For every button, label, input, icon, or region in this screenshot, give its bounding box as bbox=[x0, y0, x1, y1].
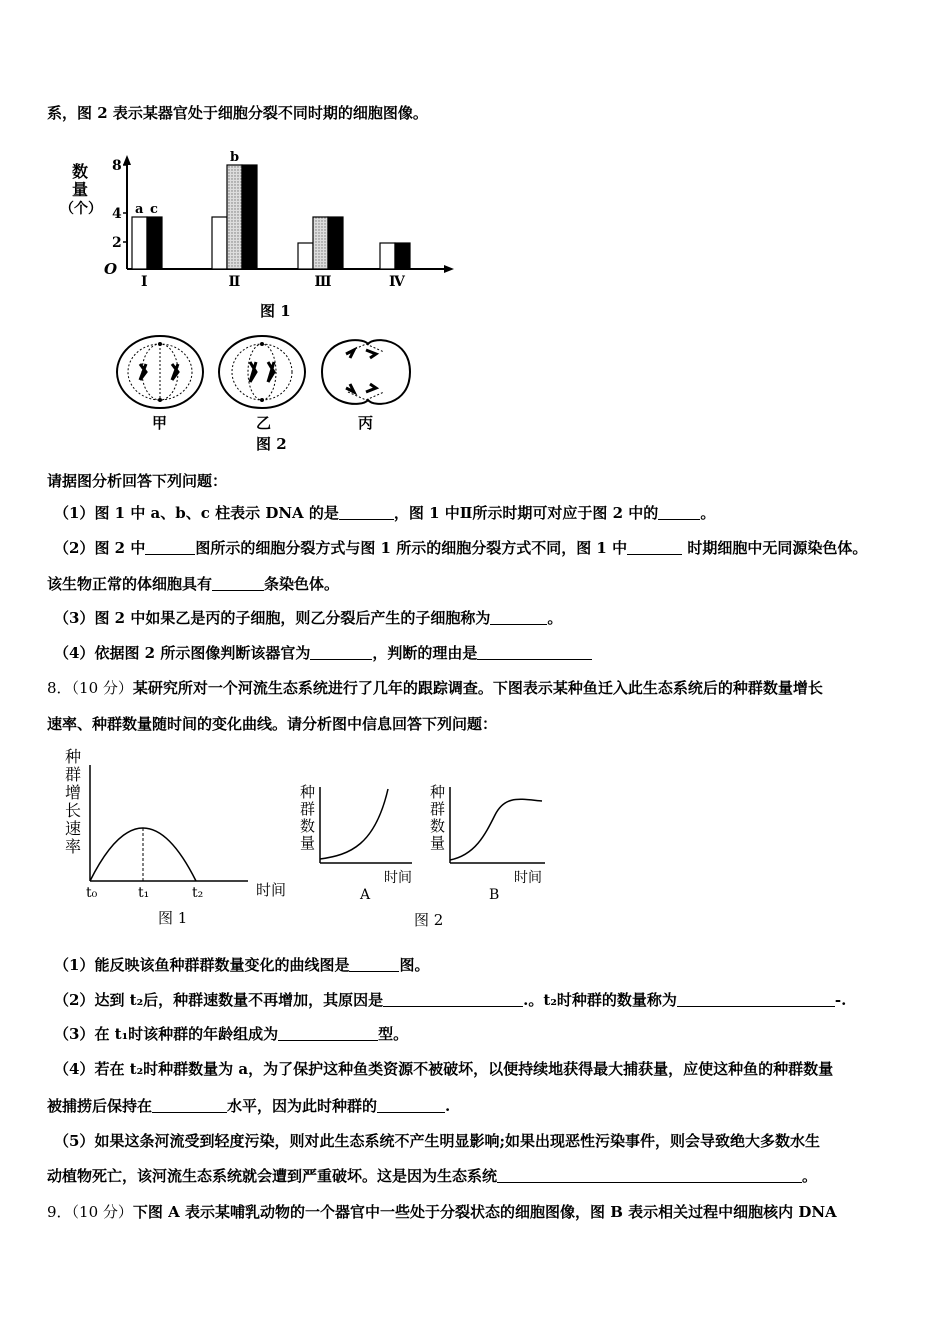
q8-number: 8．（10 分） bbox=[47, 679, 133, 697]
q8-item-2-text-3: -. bbox=[834, 991, 847, 1009]
ylabel-char: 群 bbox=[300, 800, 316, 818]
bar-a-4 bbox=[380, 243, 395, 269]
q7-item-3-number: （3） bbox=[54, 609, 95, 627]
ylabel-char: 速 bbox=[65, 819, 82, 838]
answer-blank[interactable] bbox=[497, 1167, 802, 1183]
b-xlabel: 时间 bbox=[514, 870, 542, 886]
label-yi: 乙 bbox=[256, 414, 272, 432]
q7-item-3-text: 图 2 中如果乙是丙的子细胞，则乙分裂后产生的子细胞称为 bbox=[94, 609, 491, 627]
answer-blank[interactable] bbox=[490, 609, 547, 625]
intro-text: 系，图 2 表示某器官处于细胞分裂不同时期的细胞图像。 bbox=[47, 104, 428, 122]
q8-item-4-continued bbox=[47, 1096, 450, 1116]
q8-item-5-text: 如果这条河流受到轻度污染，则对此生态系统不产生明显影响;如果出现恶性污染事件，则会导致绝大多数水生 bbox=[94, 1132, 820, 1150]
q7-item-3 bbox=[54, 608, 562, 628]
bar-c-3 bbox=[328, 217, 343, 269]
series-label-a: a bbox=[135, 202, 144, 217]
label-bing: 丙 bbox=[358, 414, 374, 432]
q7-item-2-text-2: 图所示的细胞分裂方式与图 1 所示的细胞分裂方式不同，图 1 中 bbox=[195, 539, 628, 557]
q8-item-5-continued bbox=[47, 1166, 817, 1186]
q8-figure-2-population bbox=[290, 775, 560, 935]
origin-label: O bbox=[104, 260, 118, 278]
answer-blank[interactable] bbox=[477, 644, 592, 660]
ylabel-char: 数 bbox=[430, 817, 446, 835]
q7-item-1-text: 图 1 中 a、b、c 柱表示 DNA 的是 bbox=[94, 504, 339, 522]
answer-blank[interactable] bbox=[677, 991, 835, 1007]
y-unit: （个） bbox=[60, 201, 102, 217]
q7-cont-text-2: 条染色体。 bbox=[264, 575, 340, 593]
ylabel-char: 种 bbox=[300, 783, 316, 801]
q8-cont-text-2: 水平，因为此时种群的 bbox=[227, 1097, 378, 1115]
y-label-char-2: 量 bbox=[72, 180, 89, 199]
q8-text-2: 速率、种群数量随时间的变化曲线。请分析图中信息回答下列问题： bbox=[47, 715, 498, 733]
bar-b-2 bbox=[227, 165, 242, 269]
bar-c-1 bbox=[147, 217, 162, 269]
bar-c-4 bbox=[395, 243, 410, 269]
series-label-b: b bbox=[230, 150, 240, 165]
q7-item-1-text-2: ，图 1 中Ⅱ所示时期可对应于图 2 中的 bbox=[393, 504, 659, 522]
cell-jia bbox=[117, 336, 203, 408]
tick-t0: t₀ bbox=[86, 885, 98, 901]
tick-label-2: 2 bbox=[112, 235, 122, 251]
q8-item-4-number: （4） bbox=[54, 1060, 95, 1078]
label-b: B bbox=[489, 887, 500, 903]
bar-b-3 bbox=[313, 217, 328, 269]
curve-a-j-shaped bbox=[320, 789, 388, 859]
answer-blank[interactable] bbox=[627, 539, 682, 555]
q8-item-1-text: 能反映该鱼种群群数量变化的曲线图是 bbox=[94, 956, 350, 974]
q8-item-1-number: （1） bbox=[54, 956, 95, 974]
q7-prompt: 请据图分析回答下列问题： bbox=[47, 472, 228, 490]
label-jia: 甲 bbox=[152, 414, 168, 432]
bar-c-2 bbox=[242, 165, 257, 269]
label-a: A bbox=[360, 887, 371, 903]
q8-item-5-number: （5） bbox=[54, 1132, 95, 1150]
q7-item-3-text-2: 。 bbox=[547, 609, 563, 627]
ylabel-char: 长 bbox=[65, 801, 82, 820]
q9-text: 下图 A 表示某哺乳动物的一个器官中一些处于分裂状态的细胞图像，图 B 表示相关过程中细胞核内 DNA bbox=[132, 1203, 837, 1221]
bar-a-3 bbox=[298, 243, 313, 269]
q7-item-2 bbox=[54, 538, 867, 558]
figure-2-cells bbox=[110, 330, 420, 455]
series-label-c: c bbox=[150, 202, 158, 217]
ylabel-char: 增 bbox=[65, 783, 82, 802]
curve-b-s-shaped bbox=[450, 799, 542, 860]
y-label-char-1: 数 bbox=[72, 162, 89, 181]
tick-label-4: 4 bbox=[112, 206, 122, 222]
tick-t2: t₂ bbox=[192, 885, 204, 901]
q7-item-2-continued bbox=[47, 574, 339, 594]
q7-item-1 bbox=[54, 503, 715, 523]
answer-blank[interactable] bbox=[383, 991, 523, 1007]
q8-item-3 bbox=[54, 1024, 408, 1044]
ylabel-char: 种 bbox=[430, 783, 446, 801]
category-labels bbox=[141, 274, 406, 290]
tick-label-8: 8 bbox=[112, 158, 122, 174]
q7-item-4-number: （4） bbox=[54, 644, 95, 662]
ylabel-char: 群 bbox=[430, 800, 446, 818]
q7-item-4 bbox=[54, 643, 592, 663]
answer-blank[interactable] bbox=[339, 504, 394, 520]
x-axis-arrow bbox=[444, 265, 454, 273]
q8-text: 某研究所对一个河流生态系统进行了几年的跟踪调查。下图表示某种鱼迁入此生态系统后的种群数量增长 bbox=[132, 679, 823, 697]
cell-bing bbox=[322, 340, 410, 404]
category-label: Ⅰ bbox=[141, 274, 148, 290]
xlabel: 时间 bbox=[256, 881, 287, 899]
answer-blank[interactable] bbox=[278, 1025, 378, 1041]
category-label: Ⅱ bbox=[228, 274, 241, 290]
q8-item-2-number: （2） bbox=[54, 991, 95, 1009]
q8-item-1-text-2: 图。 bbox=[399, 956, 430, 974]
q7-item-2-text: 图 2 中 bbox=[94, 539, 146, 557]
q7-item-2-number: （2） bbox=[54, 539, 95, 557]
q9-heading bbox=[47, 1202, 837, 1222]
a-xlabel: 时间 bbox=[384, 870, 412, 886]
q8-item-2-text: 达到 t₂后，种群速数量不再增加，其原因是 bbox=[94, 991, 384, 1009]
q9-number: 9．（10 分） bbox=[47, 1203, 133, 1221]
q7-item-1-number: （1） bbox=[54, 504, 95, 522]
figure-2-caption: 图 2 bbox=[256, 435, 287, 453]
answer-blank[interactable] bbox=[658, 504, 700, 520]
ylabel-char: 数 bbox=[300, 817, 316, 835]
q8-item-3-text: 在 t₁时该种群的年龄组成为 bbox=[94, 1025, 279, 1043]
q8-cont-text: 动植物死亡，该河流生态系统就会遭到严重破坏。这是因为生态系统 bbox=[47, 1167, 498, 1185]
q8-item-1 bbox=[54, 955, 429, 975]
q7-item-1-text-3: 。 bbox=[700, 504, 716, 522]
figure-1-bar-chart bbox=[60, 145, 460, 325]
y-axis-arrow bbox=[123, 155, 131, 165]
tick-t1: t₁ bbox=[138, 885, 150, 901]
figure-1-caption: 图 1 bbox=[260, 302, 291, 320]
bars-group bbox=[132, 150, 410, 269]
ylabel-char: 率 bbox=[65, 837, 82, 856]
q8-item-2-text-2: .。t₂时种群的数量称为 bbox=[523, 991, 677, 1009]
q7-cont-text: 该生物正常的体细胞具有 bbox=[47, 575, 213, 593]
q7-item-4-text: 依据图 2 所示图像判断该器官为 bbox=[94, 644, 311, 662]
ylabel-char: 量 bbox=[300, 834, 316, 852]
category-label: Ⅲ bbox=[314, 274, 332, 290]
q7-item-2-text-3: 时期细胞中无同源染色体。 bbox=[682, 539, 868, 557]
q8-figure-2-caption: 图 2 bbox=[414, 911, 444, 929]
answer-blank[interactable] bbox=[145, 539, 195, 555]
ylabel-char: 种 bbox=[65, 747, 82, 766]
answer-blank[interactable] bbox=[377, 1097, 445, 1113]
cell-yi bbox=[219, 336, 305, 408]
answer-blank[interactable] bbox=[349, 956, 399, 972]
q8-item-4 bbox=[54, 1059, 833, 1079]
q8-item-2 bbox=[54, 990, 846, 1010]
q8-heading bbox=[47, 678, 823, 698]
q8-item-4-text: 若在 t₂时种群数量为 a，为了保护这种鱼类资源不被破坏，以便持续地获得最大捕获量，应使这种鱼的种群数量 bbox=[94, 1060, 834, 1078]
answer-blank[interactable] bbox=[212, 575, 264, 591]
q8-cont-text-2: 。 bbox=[802, 1167, 818, 1185]
answer-blank[interactable] bbox=[310, 644, 372, 660]
category-label: Ⅳ bbox=[389, 274, 405, 290]
ylabel-char: 群 bbox=[65, 765, 82, 784]
q8-item-5 bbox=[54, 1131, 820, 1151]
answer-blank[interactable] bbox=[152, 1097, 227, 1113]
bar-a-1 bbox=[132, 217, 147, 269]
q8-item-3-text-2: 型。 bbox=[378, 1025, 409, 1043]
q8-item-3-number: （3） bbox=[54, 1025, 95, 1043]
q8-cont-text-3: . bbox=[445, 1097, 451, 1115]
q7-item-4-text-2: ，判断的理由是 bbox=[372, 644, 478, 662]
bar-a-2 bbox=[212, 217, 227, 269]
q8-figure-1-growth-rate bbox=[62, 745, 302, 930]
ylabel-char: 量 bbox=[430, 834, 446, 852]
q8-figure-1-caption: 图 1 bbox=[158, 909, 188, 927]
q8-cont-text: 被捕捞后保持在 bbox=[47, 1097, 153, 1115]
